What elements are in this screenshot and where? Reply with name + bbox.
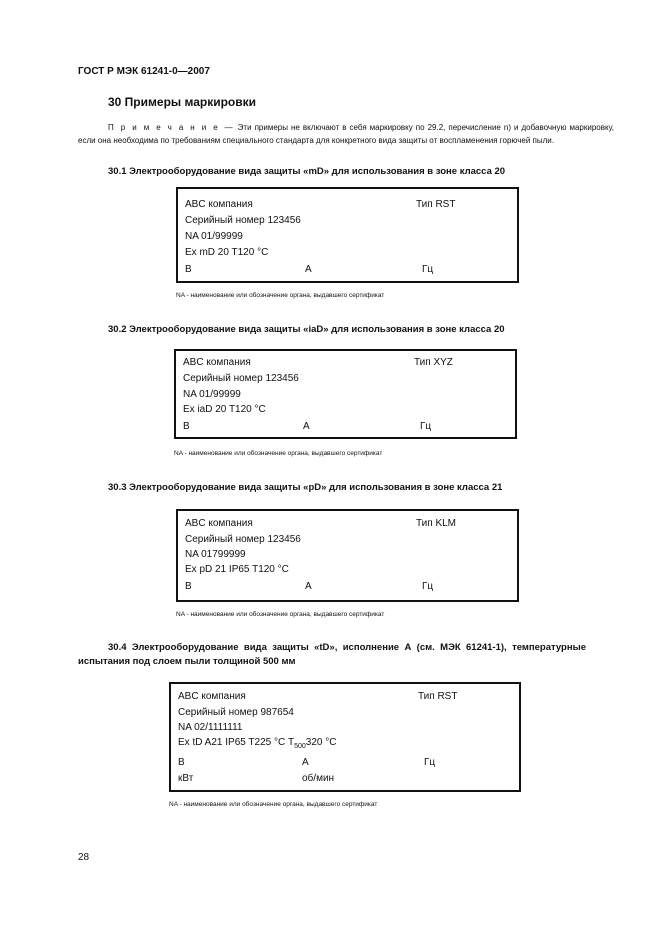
plate-unit-amp: А	[302, 757, 309, 768]
plate-ex-marking: Ex mD 20 T120 °С	[185, 247, 269, 258]
plate-unit-volt: В	[185, 581, 192, 592]
plate-type: Тип RST	[418, 691, 458, 702]
section-title: 30 Примеры маркировки	[108, 95, 257, 109]
plate-unit-amp: А	[305, 264, 312, 275]
note-label: П р и м е ч а н и е —	[108, 123, 235, 132]
plate-ex-subscript: 500	[294, 743, 306, 750]
document-header: ГОСТ Р МЭК 61241-0—2007	[78, 66, 210, 77]
plate-unit-hz: Гц	[424, 757, 436, 768]
example-title-30-1: 30.1 Электрооборудование вида защиты «mD» для использования в зоне класса 20	[108, 166, 506, 177]
page-number: 28	[78, 852, 90, 863]
plate-unit-volt: В	[185, 264, 192, 275]
marking-plate-30-4	[169, 682, 521, 792]
plate-unit-hz: Гц	[422, 264, 434, 275]
plate-unit-amp: А	[305, 581, 312, 592]
plate-ex-marking	[178, 737, 336, 750]
note-paragraph	[78, 122, 614, 147]
plate-company: ABC компания	[183, 357, 251, 368]
plate-unit-rpm: об/мин	[302, 773, 335, 784]
plate-serial: Серийный номер 123456	[185, 215, 301, 226]
plate-ex-tail: 320 °С	[305, 737, 337, 748]
footnote-30-3: NA - наименование или обозначение органа, выдавшего сертификат	[176, 611, 385, 618]
marking-plate-30-2	[174, 349, 517, 439]
example-title-30-4: 30.4 Электрооборудование вида защиты «tD», исполнение А (см. МЭК 61241-1), температурные испытания под слоем пыли толщиной 500 мм	[78, 642, 586, 667]
plate-unit-hz: Гц	[420, 421, 432, 432]
marking-plate-30-1	[176, 187, 519, 283]
plate-cert: NA 01/99999	[185, 231, 243, 242]
plate-unit-amp: А	[303, 421, 310, 432]
plate-ex-marking: Ex iaD 20 T120 °С	[183, 404, 266, 415]
note-text: Эти примеры не включают в себя маркировку по 29.2, перечисление n) и добавочную маркировку, если она необходима по требованиям специального стандарта для конкретного вида защиты от воспламенения горючей пыли.	[78, 123, 615, 145]
plate-unit-hz: Гц	[422, 581, 434, 592]
example-title-30-2: 30.2 Электрооборудование вида защиты «iaD» для использования в зоне класса 20	[108, 324, 505, 335]
example-title-30-3: 30.3 Электрооборудование вида защиты «pD» для использования в зоне класса 21	[108, 482, 503, 493]
plate-type: Тип XYZ	[414, 357, 453, 368]
plate-serial: Серийный номер 123456	[183, 373, 299, 384]
plate-cert: NA 01/99999	[183, 389, 241, 400]
plate-serial: Серийный номер 123456	[185, 534, 301, 545]
footnote-30-1: NA - наименование или обозначение органа, выдавшего сертификат	[176, 292, 385, 299]
plate-company: ABC компания	[185, 199, 253, 210]
marking-plate-30-3	[176, 509, 519, 602]
plate-company: ABC компания	[185, 518, 253, 529]
footnote-30-4: NA - наименование или обозначение органа, выдавшего сертификат	[169, 801, 378, 808]
plate-ex-marking: Ex pD 21 IP65 T120 °С	[185, 564, 289, 575]
plate-type: Тип KLM	[416, 518, 457, 529]
plate-serial: Серийный номер 987654	[178, 707, 294, 718]
plate-company: ABC компания	[178, 691, 246, 702]
plate-unit-volt: В	[178, 757, 185, 768]
plate-cert: NA 01799999	[185, 549, 246, 560]
plate-ex-main: Ex tD A21 IP65 T225 °С T	[178, 737, 295, 748]
plate-type: Тип RST	[416, 199, 456, 210]
plate-unit-kw: кВт	[178, 773, 194, 784]
plate-unit-volt: В	[183, 421, 190, 432]
footnote-30-2: NA - наименование или обозначение органа, выдавшего сертификат	[174, 450, 383, 457]
plate-cert: NA 02/1111111	[178, 722, 243, 733]
